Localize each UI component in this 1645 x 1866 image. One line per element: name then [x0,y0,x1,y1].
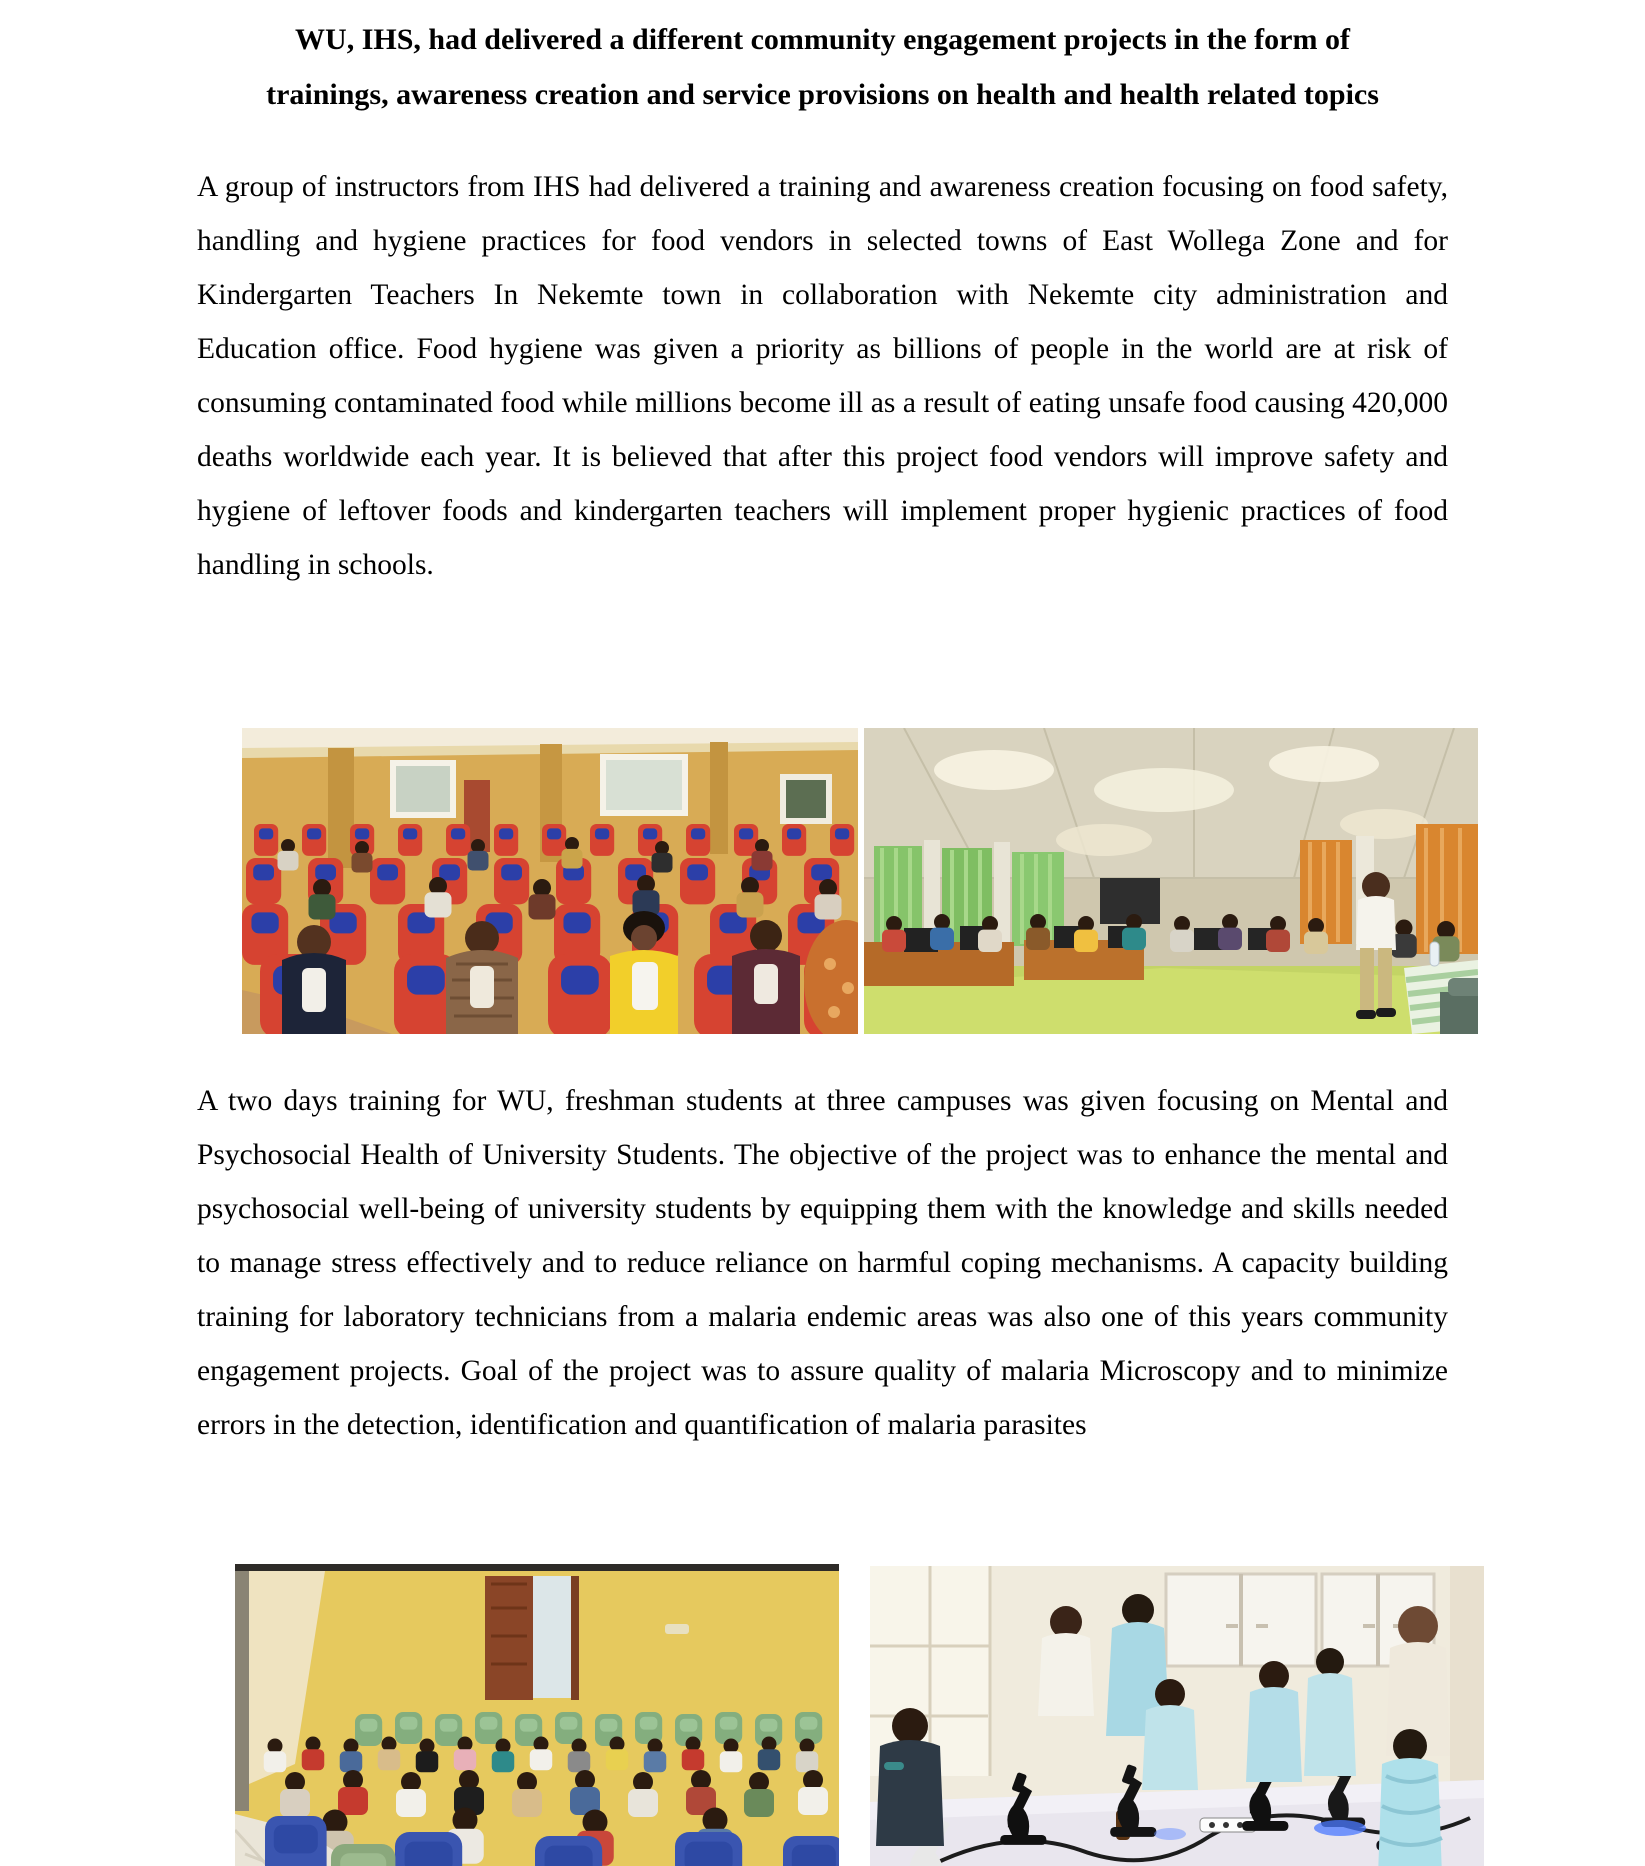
title-line-2: trainings, awareness creation and service provisions on health and health related topics [266,78,1379,111]
lab-photo-graphic [870,1566,1484,1866]
paragraph-food-safety: A group of instructors from IHS had delivered a training and awareness creation focusing on food safety, handling and hygiene practices for food vendors in selected towns of East Wollega Zone and for Kindergarten Teachers In Nekemte town in collaboration with Nekemte city administration and Education office. Food hygiene was given a priority as billions of people in the world are at risk of consuming contaminated food while millions become ill as a result of eating unsafe food causing 420,000 deaths worldwide each year. It is believed that after this project food vendors will improve safety and hygiene of leftover foods and kindergarten teachers will implement proper hygienic practices of food handling in schools. [197,171,1448,581]
document-title [197,12,1448,122]
photo-auditorium-red-chairs [242,728,858,1034]
photo-hall-curtains-desks [864,728,1478,1034]
classroom-photo-graphic [235,1564,839,1866]
photo-classroom-students [235,1564,839,1866]
paragraph-mental-health-malaria: A two days training for WU, freshman students at three campuses was given focusing on Mental and Psychosocial Health of University Students. The objective of the project was to enhance the mental and psychosocial well-being of university students by equipping them with the knowledge and skills needed to manage stress effectively and to reduce reliance on harmful coping mechanisms. A capacity building training for laboratory technicians from a malaria endemic areas was also one of this years community engagement projects. Goal of the project was to assure quality of malaria Microscopy and to minimize errors in the detection, identification and quantification of malaria parasites [197,1085,1448,1441]
auditorium-photo-graphic [242,728,858,1034]
photo-microscopy-lab [870,1566,1484,1866]
title-line-1: WU, IHS, had delivered a different community engagement projects in the form of [295,23,1350,56]
hall-photo-graphic [864,728,1478,1034]
